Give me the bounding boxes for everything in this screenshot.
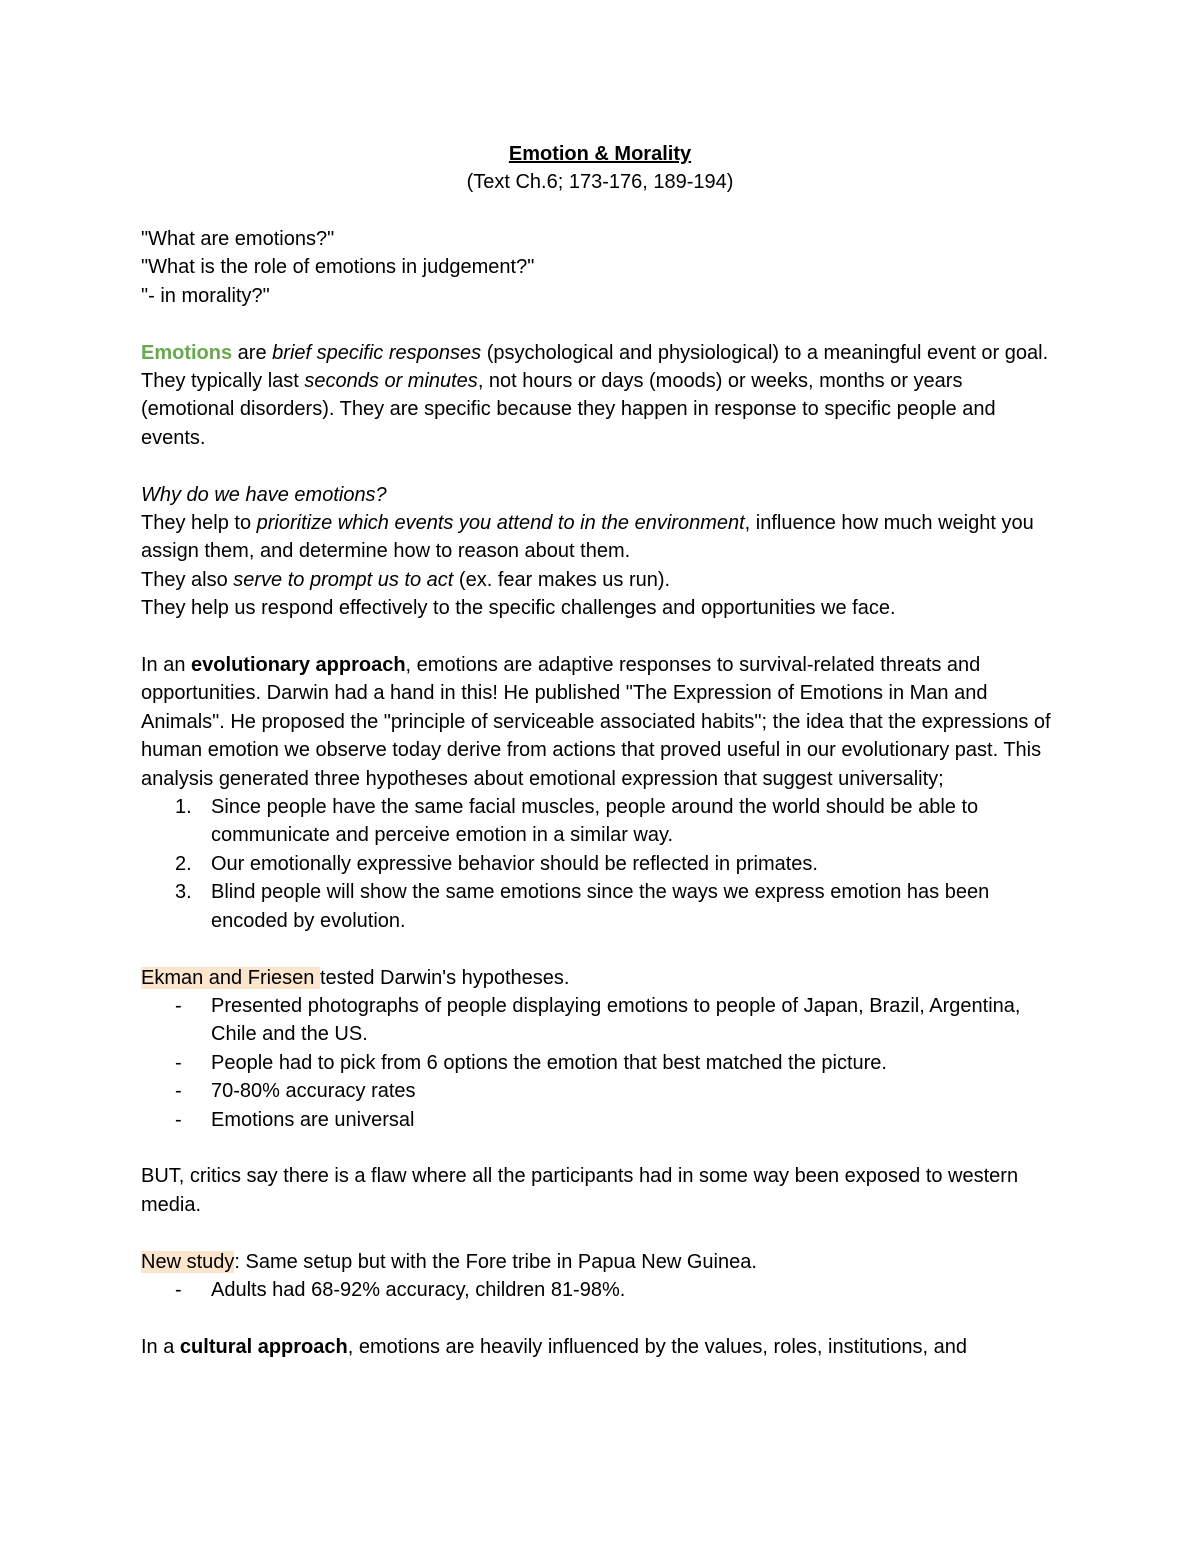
list-item: - Adults had 68-92% accuracy, children 81-98%.: [175, 1278, 626, 1301]
evolutionary-paragraph: In an evolutionary approach, emotions are adaptive responses to survival-related threats and opportunities. Darwin had a hand in this! He published "The Expression of Emotions in Man and Animals". He proposed the "principle of serviceable associated habits"; the idea that the expressions of human emotion we observe today derive from actions that proved useful in our evolutionary past. This analysis generated three hypotheses about emotional expression that suggest universality;: [141, 654, 1051, 790]
hypotheses-list: [141, 793, 1061, 935]
why-line: They also serve to prompt us to act (ex. fear makes us run).: [141, 568, 671, 591]
page-title: Emotion & Morality: [508, 143, 692, 165]
emotions-term: Emotions: [141, 341, 233, 364]
question-line: "- in morality?": [141, 284, 270, 307]
new-study-bullets: [141, 1276, 1061, 1304]
cultural-term: cultural approach: [179, 1335, 348, 1358]
evolutionary-term: evolutionary approach: [191, 654, 406, 677]
header: [0, 140, 1200, 196]
cultural-paragraph: In a cultural approach, emotions are heavily influenced by the values, roles, institutions, and: [141, 1335, 967, 1358]
document-body: [141, 225, 1061, 1361]
question-line: "What is the role of emotions in judgement?": [141, 256, 535, 279]
why-line: They help us respond effectively to the specific challenges and opportunities we face.: [141, 597, 896, 620]
why-question: Why do we have emotions?: [141, 483, 387, 506]
highlighted-text: New study: [141, 1250, 235, 1273]
new-study-paragraph: New study: Same setup but with the Fore tribe in Papua New Guinea.: [141, 1250, 757, 1273]
list-item: - Emotions are universal: [175, 1108, 415, 1131]
list-item: - People had to pick from 6 options the emotion that best matched the picture.: [175, 1051, 887, 1074]
ekman-bullets: [141, 992, 1061, 1134]
ekman-paragraph: Ekman and Friesen tested Darwin's hypotheses.: [141, 966, 570, 989]
why-line: They help to prioritize which events you attend to in the environment, influence how much weight you assign them, and determine how to reason about them.: [141, 512, 1034, 563]
list-item: 3. Blind people will show the same emotions since the ways we express emotion has been encoded by evolution.: [175, 881, 990, 932]
emotions-definition: Emotions are brief specific responses (psychological and physiological) to a meaningful event or goal. They typically last seconds or minutes, not hours or days (moods) or weeks, months or years (emotional disorders). They are specific because they happen in response to specific people and events.: [141, 341, 1049, 449]
list-item: - Presented photographs of people displaying emotions to people of Japan, Brazil, Argentina, Chile and the US.: [175, 994, 1021, 1046]
page-subtitle: (Text Ch.6; 173-176, 189-194): [466, 171, 734, 193]
list-item: - 70-80% accuracy rates: [175, 1080, 416, 1103]
highlighted-text: Ekman and Friesen: [141, 966, 320, 989]
list-item: 1. Since people have the same facial muscles, people around the world should be able to communicate and perceive emotion in a similar way.: [175, 796, 979, 847]
question-line: "What are emotions?": [141, 228, 335, 250]
list-item: 2. Our emotionally expressive behavior should be reflected in primates.: [175, 852, 818, 875]
critics-paragraph: BUT, critics say there is a flaw where all the participants had in some way been exposed to western media.: [141, 1165, 1019, 1216]
